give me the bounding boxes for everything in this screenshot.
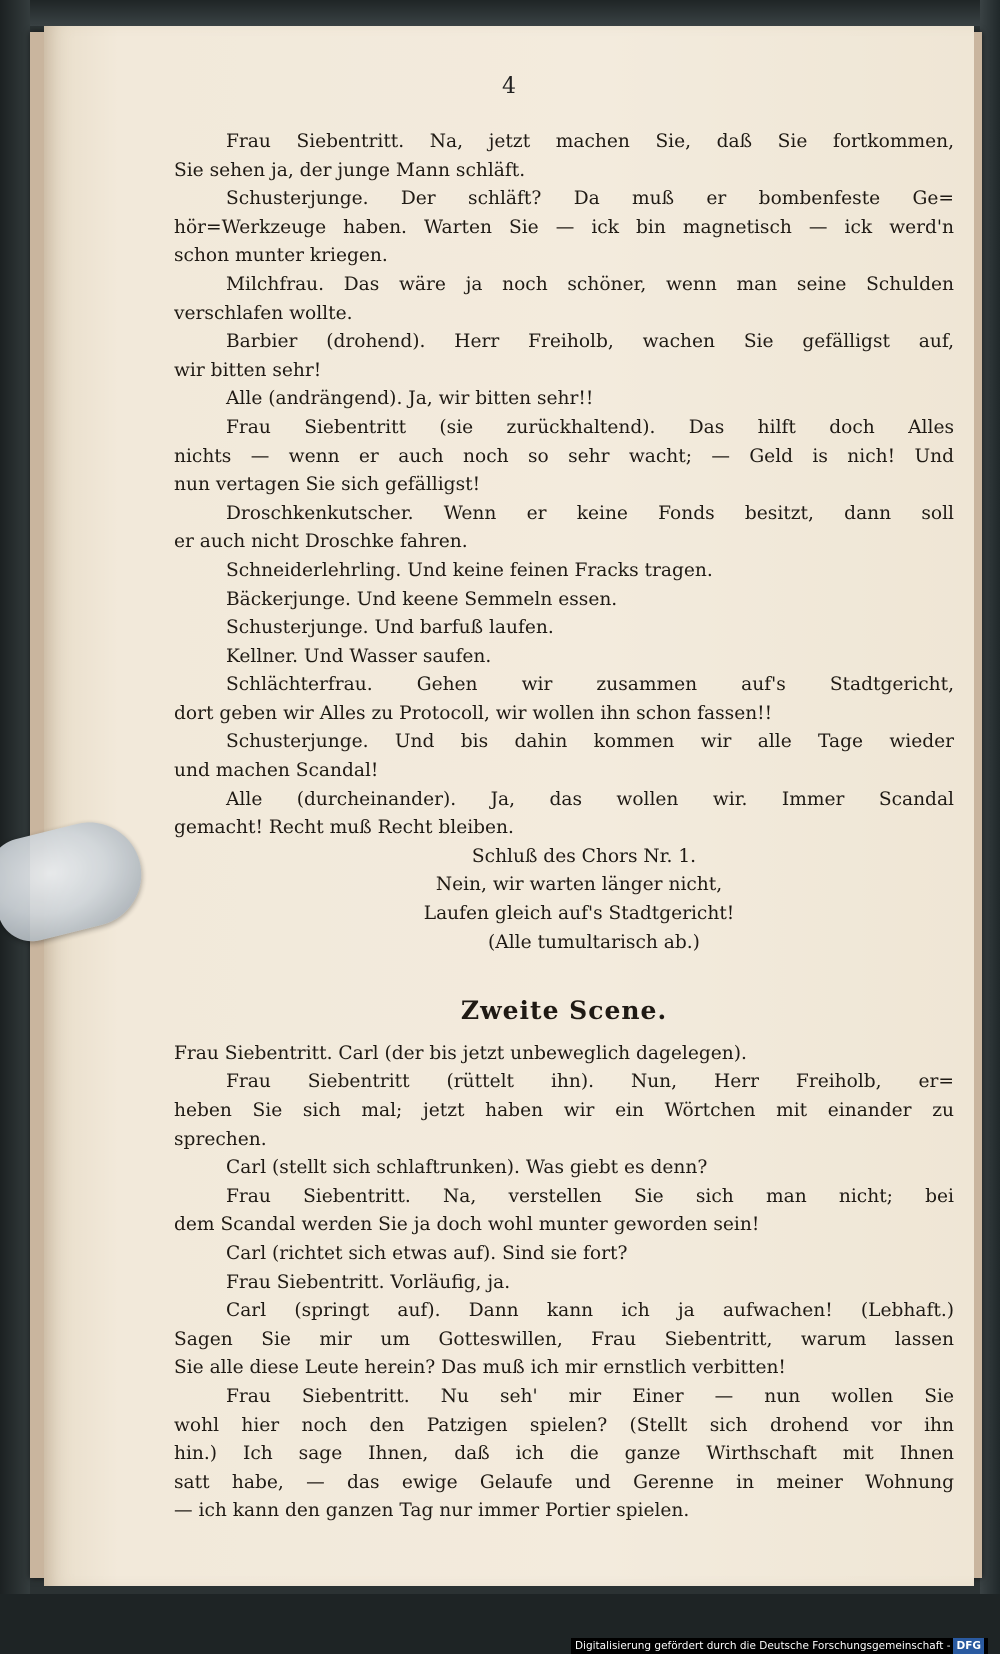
- scene-dialogue-line: Frau Siebentritt. Vorläufig, ja.: [226, 1271, 511, 1293]
- dialogue-line: Sie sehen ja, der junge Mann schläft.: [174, 159, 526, 181]
- scene-dialogue-line: Frau Siebentritt. Nu seh' mir Einer — nun wollen Sie: [226, 1385, 954, 1407]
- dialogue-line: schon munter kriegen.: [174, 245, 388, 267]
- dialogue-line: Milchfrau. Das wäre ja noch schöner, wenn man seine Schulden: [226, 273, 954, 295]
- scene-dialogue-line: sprechen.: [174, 1128, 267, 1150]
- scene-dialogue-line: Carl (richtet sich etwas auf). Sind sie fort?: [226, 1242, 628, 1264]
- scene-dialogue-line: hin.) Ich sage Ihnen, daß ich die ganze Wirthschaft mit Ihnen: [174, 1443, 954, 1465]
- dialogue-line: Alle (durcheinander). Ja, das wollen wir. Immer Scandal: [226, 788, 954, 810]
- chorus-line: Schluß des Chors Nr. 1.: [471, 845, 697, 867]
- scanner-background-left: [0, 0, 30, 1654]
- credit-text: Digitalisierung gefördert durch die Deutsche Forschungsgemeinschaft -: [574, 1640, 951, 1652]
- dialogue-line: Barbier (drohend). Herr Freiholb, wachen Sie gefälligst auf,: [226, 331, 954, 353]
- dialogue-line: Kellner. Und Wasser saufen.: [226, 645, 492, 667]
- scanner-background-right: [980, 0, 1000, 1654]
- dialogue-line: Schneiderlehrling. Und keine feinen Fracks tragen.: [226, 559, 713, 581]
- scene-dialogue-line: Sagen Sie mir um Gotteswillen, Frau Siebentritt, warum lassen: [174, 1328, 954, 1350]
- dialogue-line: Frau Siebentritt. Na, jetzt machen Sie, daß Sie fortkommen,: [226, 131, 954, 152]
- dialogue-after-heading: [174, 1040, 954, 1526]
- scene-dialogue-line: Sie alle diese Leute herein? Das muß ich mir ernstlich verbitten!: [174, 1357, 786, 1379]
- dialogue-line: dort geben wir Alles zu Protocoll, wir wollen ihn schon fassen!!: [174, 702, 773, 724]
- scene-dialogue-line: Frau Siebentritt. Carl (der bis jetzt unbeweglich dagelegen).: [174, 1042, 747, 1064]
- dialogue-line: wir bitten sehr!: [174, 359, 322, 381]
- scene-title: Zweite Scene.: [460, 996, 668, 1026]
- dialogue-line: Schusterjunge. Der schläft? Da muß er bombenfeste Ge=: [226, 188, 954, 210]
- dialogue-line: Schusterjunge. Und bis dahin kommen wir alle Tage wieder: [226, 731, 954, 753]
- chorus-block: [174, 843, 954, 957]
- scene-dialogue-line: Frau Siebentritt (rüttelt ihn). Nun, Herr Freiholb, er=: [226, 1071, 954, 1093]
- dialogue-line: Schusterjunge. Und barfuß laufen.: [226, 617, 554, 639]
- dialogue-before-heading: [174, 128, 954, 843]
- digitization-credit: [571, 1638, 988, 1654]
- page-number: 4: [502, 74, 516, 99]
- chorus-line: (Alle tumultarisch ab.): [488, 931, 700, 953]
- chorus-line: Laufen gleich auf's Stadtgericht!: [423, 903, 735, 925]
- scanner-background-top: [0, 0, 1000, 26]
- dialogue-line: Droschkenkutscher. Wenn er keine Fonds besitzt, dann soll: [226, 502, 954, 524]
- dialogue-line: gemacht! Recht muß Recht bleiben.: [174, 817, 514, 839]
- dialogue-line: verschlafen wollte.: [174, 302, 353, 324]
- dialogue-line: er auch nicht Droschke fahren.: [174, 531, 468, 553]
- scene-dialogue-line: dem Scandal werden Sie ja doch wohl munter geworden sein!: [174, 1214, 760, 1236]
- scene-dialogue-line: satt habe, — das ewige Gelaufe und Gerenne in meiner Wohnung: [174, 1471, 954, 1493]
- scene-dialogue-line: wohl hier noch den Patzigen spielen? (Stellt sich drohend vor ihn: [174, 1414, 954, 1436]
- dfg-logo: DFG: [953, 1638, 984, 1654]
- scene-dialogue-line: Carl (springt auf). Dann kann ich ja aufwachen! (Lebhaft.): [226, 1300, 954, 1322]
- dialogue-line: Alle (andrängend). Ja, wir bitten sehr!!: [226, 388, 594, 410]
- dialogue-line: hör=Werkzeuge haben. Warten Sie — ick bin magnetisch — ick werd'n: [174, 216, 954, 238]
- scene-dialogue-line: heben Sie sich mal; jetzt haben wir ein Wörtchen mit einander zu: [174, 1100, 954, 1121]
- scene-dialogue-line: Frau Siebentritt. Na, verstellen Sie sich man nicht; bei: [226, 1185, 954, 1207]
- scene-dialogue-line: Carl (stellt sich schlaftrunken). Was giebt es denn?: [226, 1157, 708, 1179]
- scene-dialogue-line: — ich kann den ganzen Tag nur immer Portier spielen.: [174, 1500, 690, 1522]
- dialogue-line: und machen Scandal!: [174, 760, 379, 782]
- chorus-line: Nein, wir warten länger nicht,: [435, 874, 723, 896]
- book-page: [44, 26, 974, 1586]
- heading-spacing: [174, 957, 954, 991]
- dialogue-line: Schlächterfrau. Gehen wir zusammen auf's Stadtgericht,: [226, 674, 954, 696]
- page-text: [174, 128, 954, 1526]
- dialogue-line: Bäckerjunge. Und keene Semmeln essen.: [226, 588, 618, 610]
- dialogue-line: nichts — wenn er auch noch so sehr wacht; — Geld is nich! Und: [174, 445, 954, 467]
- dialogue-line: Frau Siebentritt (sie zurückhaltend). Das hilft doch Alles: [226, 416, 954, 438]
- dialogue-line: nun vertagen Sie sich gefälligst!: [174, 474, 481, 496]
